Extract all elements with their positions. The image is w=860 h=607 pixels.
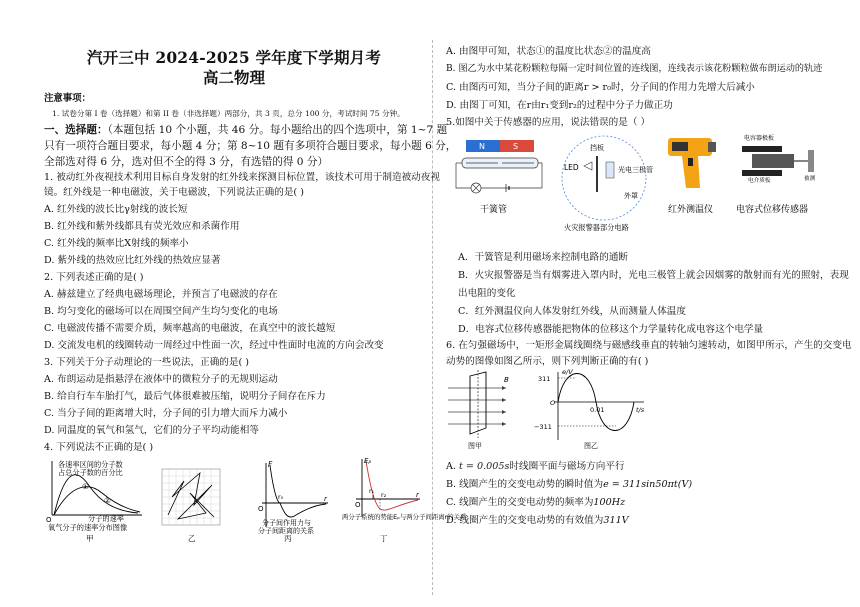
fig-q6-tick: 0.01: [590, 406, 605, 414]
fig-q6-jia: 图甲: [468, 442, 482, 450]
q2-stem: 2. 下列表述正确的是( ): [44, 272, 144, 283]
q3-option-c: C. 当分子间的距离增大时，分子间的引力增大而斥力减小: [44, 408, 288, 419]
fig4-plate: 电容器极板: [744, 135, 775, 142]
q2-option-a: A. 赫兹建立了经典电磁场理论，并预言了电磁波的存在: [44, 289, 278, 300]
fig-jia-caption: 氧气分子的速率分布图像: [48, 523, 128, 532]
fig-ding-cap: 两分子系统的势能Eₚ与两分子间距离r的关系: [342, 513, 467, 521]
magnet-s-label: S: [513, 142, 519, 151]
fig-ding-name: 丁: [380, 534, 388, 543]
fig2-photo: 光电三极管: [618, 166, 653, 174]
q6-option-c-math: 100Hz: [593, 497, 626, 508]
fig4-caption: 电容式位移传感器: [736, 205, 809, 215]
q1-stem-2: 镜。红外线是一种电磁波，关于电磁波，下列说法正确的是( ): [44, 187, 304, 198]
fig-jia-curve2: ②: [104, 496, 111, 505]
q6-option-a-math: t = 0.005s: [459, 461, 510, 472]
q4-option-c: C. 由图丙可知，当分子间的距离r > r₀时，分子间的作用力先增大后减小: [446, 82, 755, 93]
q5-option-b-2: 出电阻的变化: [458, 288, 516, 299]
q5-figures: [446, 132, 826, 248]
magnet-n-label: N: [479, 142, 485, 151]
q2-option-d: D. 交流发电机的线圈转动一周经过中性面一次，经过中性面时电流的方向会改变: [44, 340, 384, 351]
q3-option-b: B. 给自行车车胎打气，最后气体很难被压缩，说明分子间存在斥力: [44, 391, 326, 402]
fig2-caption: 火灾报警器部分电路: [564, 223, 629, 232]
fig-jia-curve1: ①: [82, 482, 89, 491]
q1-stem-1: 1. 被动红外夜视技术利用目标自身发射的红外线来探测目标位置，该技术可用于制造被动夜视: [44, 172, 440, 183]
q1-option-b: B. 红外线和紫外线都具有荧光效应和杀菌作用: [44, 221, 240, 232]
fig-bing-name: 丙: [284, 534, 292, 543]
fig-ding-r1: r₁: [369, 488, 375, 495]
q6-stem-2: 动势的图像如图乙所示，则下列判断正确的有( ): [446, 356, 649, 367]
q6-option-b-math: e = 311sin50πt(V): [603, 479, 693, 490]
section-heading-line1: 一、选择题：（本题包括 10 个小题，共 46 分。每小题给出的四个选项中，第 1~7 题: [44, 124, 448, 136]
q5-option-a: A．干簧管是利用磁场来控制电路的通断: [458, 252, 629, 263]
fig-ding-o: O: [355, 501, 361, 509]
fig-jia-xlabel: 分子的速率: [88, 514, 124, 523]
fig-bing-r: r: [324, 495, 327, 503]
fig-bing-o: O: [258, 505, 264, 513]
fig-smoke-alarm: [562, 136, 653, 232]
fig-q6-o: O: [550, 399, 556, 407]
fig2-baffle: 挡板: [590, 144, 604, 152]
fig-q6-top: 311: [538, 375, 551, 383]
q1-option-a: A. 红外线的波长比γ射线的波长短: [44, 204, 188, 215]
section-heading-line2: 只有一项符合题目要求，每小题 4 分；第 8~10 题有多项符合题目要求，每小题 6 分，: [44, 140, 457, 152]
fig-q6-xlabel: t/s: [636, 406, 645, 414]
fig3-caption: 红外测温仪: [668, 205, 714, 215]
q3-option-d: D. 同温度的氧气和氢气，它们的分子平均动能相等: [44, 425, 259, 436]
q6-stem-1: 6. 在匀强磁场中，一矩形金属线圈绕与磁感线垂直的转轴匀速转动，如图甲所示，产生的交变电: [446, 340, 852, 351]
fig1-caption: 干簧管: [480, 205, 508, 215]
fig-jia-origin: O: [46, 516, 52, 524]
fig-bing-r0: r₀: [278, 493, 284, 501]
q6-figures: [446, 370, 826, 450]
q2-option-c: C. 电磁波传播不需要介质，频率越高的电磁波，在真空中的波长越短: [44, 323, 336, 334]
fig-ding-ep: Eₚ: [364, 457, 372, 465]
fig2-cover: 外罩: [624, 192, 638, 200]
section-heading-line3: 全部选对得 6 分，选对但不全的得 3 分，有选错的得 0 分）: [44, 156, 329, 168]
fig-jia-ylabel2: 占总分子数的百分比: [58, 468, 123, 477]
fig2-led: LED: [564, 163, 579, 172]
fig-q6-yi: 图乙: [584, 442, 598, 450]
q4-option-b: B. 图乙为水中某花粉颗粒每隔一定时间位置的连线图，连线表示该花粉颗粒做布朗运动的轨迹: [446, 64, 823, 74]
q5-option-b-1: B．火灾报警器是当有烟雾进入罩内时，光电三极管上就会因烟雾的散射而有光的照射，表现: [458, 270, 849, 281]
q3-stem: 3. 下列关于分子动理论的一些说法，正确的是( ): [44, 357, 250, 368]
fig-bing-f: F: [268, 460, 273, 469]
q5-option-d: D．电容式位移传感器能把物体的位移这个力学量转化成电容这个电学量: [458, 324, 764, 335]
fig-ding-r: r: [416, 491, 419, 499]
fig-capacitive-sensor: [736, 134, 816, 215]
q4-stem: 4. 下列说法不正确的是( ): [44, 442, 154, 453]
fig-q6-ylabel: e/V: [562, 368, 573, 376]
q5-stem: 5.如图中关于传感器的应用，说法错误的是（ ）: [446, 117, 651, 128]
fig4-body: 被测: [804, 176, 816, 182]
fig-yi-brownian: [162, 469, 220, 543]
q4-figures: [44, 455, 467, 550]
q2-option-b: B. 均匀变化的磁场可以在周围空间产生均匀变化的电场: [44, 306, 278, 317]
fig4-moving: 电介质板: [748, 178, 771, 184]
exam-title: 汽开三中 2024-2025 学年度下学期月考: [86, 48, 382, 67]
fig-q6-coil: [448, 370, 509, 450]
q6-option-d: D. 线圈产生的交变电动势的有效值为311V: [446, 515, 629, 526]
fig-q6-bottom: −311: [534, 423, 552, 431]
fig-bing-cap2: 分子间距离的关系: [258, 527, 314, 535]
fig-jia-speed-distribution: [46, 460, 142, 543]
fig-jia-name: 甲: [86, 534, 94, 543]
q1-option-c: C. 红外线的频率比X射线的频率小: [44, 238, 189, 249]
notes-heading: 注意事项：: [44, 93, 91, 104]
fig-jia-ylabel1: 各速率区间的分子数: [58, 460, 123, 469]
q3-option-a: A. 布朗运动是指悬浮在液体中的微粒分子的无规则运动: [44, 374, 278, 385]
fig-ir-thermometer: [668, 138, 716, 215]
q5-option-c: C．红外测温仪向人体发射红外线，从而测量人体温度: [458, 306, 686, 317]
q4-option-d: D. 由图丁可知，在r由r₁变到r₂的过程中分子力做正功: [446, 100, 673, 111]
q6-option-c: C. 线圈产生的交变电动势的频率为100Hz: [446, 497, 626, 508]
fig-q6-b: B: [504, 376, 509, 384]
fig-bing-force-curve: [258, 460, 328, 543]
exam-subject: 高二物理: [202, 68, 265, 87]
q6-option-a: A. t = 0.005s时线圈平面与磁场方向平行: [446, 461, 625, 472]
q6-option-d-math: 311V: [603, 515, 629, 526]
fig-q6-emf-graph: [534, 368, 645, 450]
fig-reed-switch: [456, 140, 542, 215]
q6-option-b: B. 线圈产生的交变电动势的瞬时值为e = 311sin50πt(V): [446, 479, 693, 490]
fig-bing-cap1: 分子间作用力与: [262, 519, 311, 527]
fig-ding-r2: r₂: [381, 492, 387, 499]
notes-line: 1. 试卷分第 I 卷（选择题）和第 II 卷（非选择题）两部分，共 3 页，总分 100 分，考试时间 75 分钟。: [52, 109, 405, 118]
section-text: （本题包括 10 个小题，共 46 分。每小题给出的四个选项中，第 1~7 题: [107, 124, 448, 136]
q4-option-a: A. 由图甲可知，状态①的温度比状态②的温度高: [446, 46, 651, 57]
fig-yi-name: 乙: [188, 534, 196, 543]
q1-option-d: D. 紫外线的热效应比红外线的热效应显著: [44, 255, 221, 266]
